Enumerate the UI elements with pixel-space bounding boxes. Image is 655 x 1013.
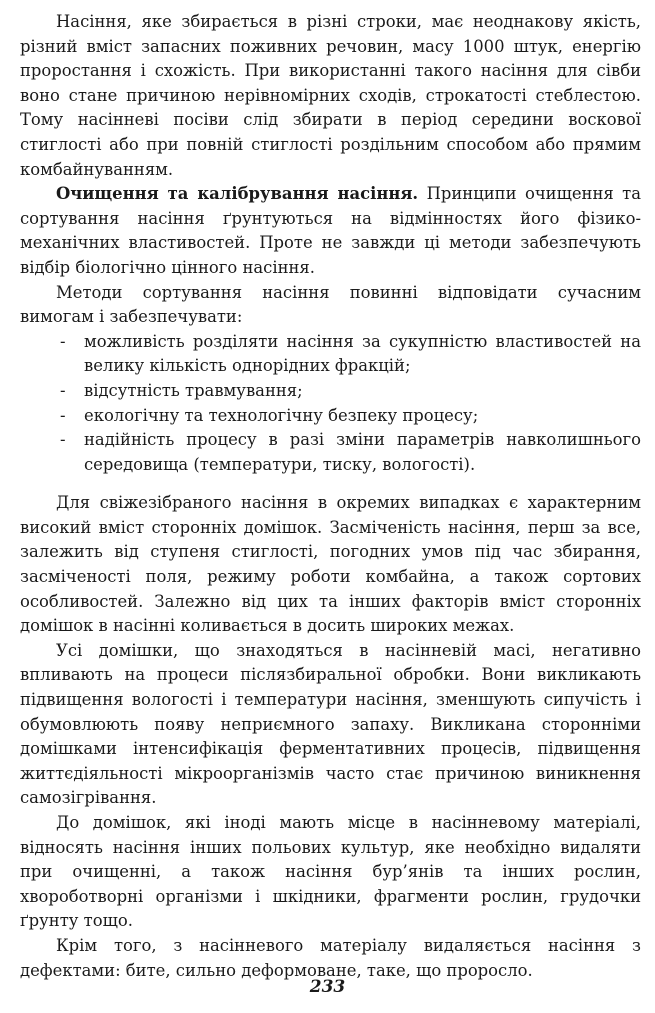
list-item: - екологічну та технологічну безпеку процесу; [20,404,641,429]
paragraph-cleaning-calibration [20,182,641,280]
list-dash: - [60,380,66,400]
paragraph-impurities-types: До домішок, які іноді мають місце в насінневому матеріалі, відносять насіння інших польових культур, яке необхідно видаляти при очищенні, а також насіння бур’янів та інших рослин, хвороботворні організми і шкідники, фрагменти рослин, грудочки ґрунту тощо. [20,813,641,931]
paragraph-impurities-effects: Усі домішки, що знаходяться в насінневій масі, негативно впливають на процеси післязбиральної обробки. Вони викликають підвищення вологості і температури насіння, зменшують сипучість і обумовлюють появу неприємного запаху. Викликана сторонніми домішками інтенсифікація ферментативних процесів, підвищення життєдіяльності мікроорганізмів часто стає причиною виникнення самозігрівання. [20,640,641,808]
list-dash: - [60,430,66,450]
cleaning-text: Принципи очищення та сортування насіння ґрунтуються на відмінностях його фізико-механічних властивостей. Проте не завжди ці методи забезпечують відбір біологічно цінного насіння. [20,184,641,277]
list-dash: - [60,331,66,351]
paragraph-seed-harvest-timing: Насіння, яке збирається в різні строки, має неоднакову якість, різний вміст запасних поживних речовин, масу 1000 штук, енергію проростання і схожість. При використанні такого насіння для сівби воно стане причиною нерівномірних сходів, строкатості стеблестою. Тому насінневі посіви слід збирати в період середини воскової стиглості або при повній стиглості роздільним способом або прямим комбайнуванням. [20,12,641,179]
section-heading-cleaning: Очищення та калібрування насіння. [56,184,419,204]
paragraph-defective-seeds: Крім того, з насінневого матеріалу видаляється насіння з дефектами: бите, сильно деформоване, таке, що проросло. [20,935,641,980]
list-item: - відсутність травмування; [20,379,641,404]
paragraph-impurities-content: Для свіжезібраного насіння в окремих випадках є характерним високий вміст сторонніх домішок. Засміченість насіння, перш за все, залежить від ступеня стиглості, погодних умов під час збирання, засміченості поля, режиму роботи комбайна, а також сортових особливостей. Залежно від цих та інших факторів вміст сторонніх домішок в насінні коливається в досить широких межах. [20,493,641,636]
paragraph-methods-intro: Методи сортування насіння повинні відповідати сучасним вимогам і забезпечувати: [20,282,641,327]
page-number: 233 [309,977,346,997]
requirements-list [20,330,641,478]
list-dash: - [60,405,66,425]
list-item: - можливість розділяти насіння за сукупністю властивостей на велику кількість однорідних фракцій; [60,331,641,376]
list-item: - надійність процесу в разі зміни параметрів навколишнього середовища (температури, тиску, вологості). [60,430,641,474]
